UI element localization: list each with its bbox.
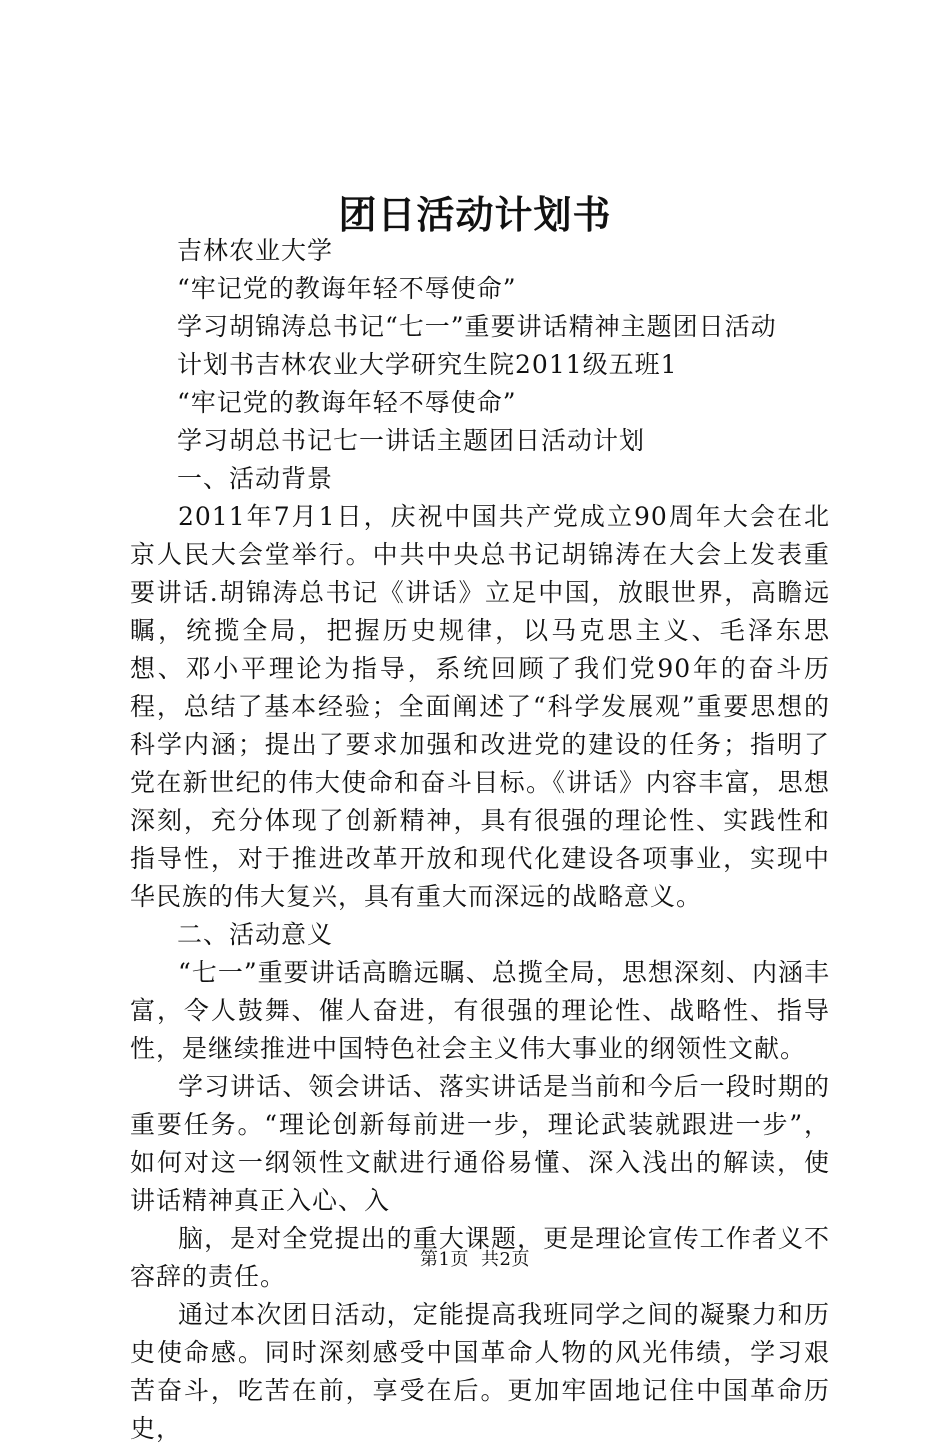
- header-line-theme: 学习胡锦涛总书记“七一”重要讲话精神主题团日活动: [177, 312, 777, 341]
- paragraph-significance-3: 脑，是对全党提出的重大课题，更是理论宣传工作者义不容辞的责任。: [130, 1224, 830, 1291]
- document-title: 团日活动计划书: [338, 192, 612, 237]
- header-line-slogan: “牢记党的教诲年轻不辱使命”: [177, 274, 517, 303]
- paragraph-significance-2: 学习讲话、领会讲话、落实讲话是当前和今后一段时期的重要任务。“理论创新每前进一步，理论武装就跟进一步”，如何对这一纲领性文献进行通俗易懂、深入浅出的解读，使讲话精神真正入心、入: [130, 1072, 830, 1215]
- section-heading-significance: 二、活动意义: [177, 920, 334, 949]
- page-footer: [0, 1245, 950, 1271]
- header-line-plan-title: 学习胡总书记七一讲话主题团日活动计划: [177, 426, 646, 455]
- paragraph-significance-4: 通过本次团日活动，定能提高我班同学之间的凝聚力和历史使命感。同时深刻感受中国革命人物的风光伟绩，学习艰苦奋斗，吃苦在前，享受在后。更加牢固地记住中国革命历史，: [130, 1300, 830, 1443]
- page-number-current: 第1页: [420, 1249, 469, 1270]
- header-line-slogan-repeat: “牢记党的教诲年轻不辱使命”: [177, 388, 517, 417]
- header-line-university: 吉林农业大学: [177, 236, 334, 265]
- header-line-plan-class: 计划书吉林农业大学研究生院2011级五班1: [177, 350, 678, 379]
- page-number-total: 共2页: [481, 1249, 530, 1270]
- section-heading-background: 一、活动背景: [177, 464, 334, 493]
- paragraph-background: 2011年7月1日，庆祝中国共产党成立90周年大会在北京人民大会堂举行。中共中央总书记胡锦涛在大会上发表重要讲话.胡锦涛总书记《讲话》立足中国，放眼世界，高瞻远瞩，统揽全局，把握历史规律，以马克思主义、毛泽东思想、邓小平理论为指导，系统回顾了我们党90年的奋斗历程，总结了基本经验；全面阐述了“科学发展观”重要思想的科学内涵；提出了要求加强和改进党的建设的任务；指明了党在新世纪的伟大使命和奋斗目标。《讲话》内容丰富，思想深刻，充分体现了创新精神，具有很强的理论性、实践性和指导性，对于推进改革开放和现代化建设各项事业，实现中华民族的伟大复兴，具有重大而深远的战略意义。: [130, 502, 830, 911]
- paragraph-significance-1: “七一”重要讲话高瞻远瞩、总揽全局，思想深刻、内涵丰富，令人鼓舞、催人奋进，有很强的理论性、战略性、指导性，是继续推进中国特色社会主义伟大事业的纲领性文献。: [130, 958, 830, 1063]
